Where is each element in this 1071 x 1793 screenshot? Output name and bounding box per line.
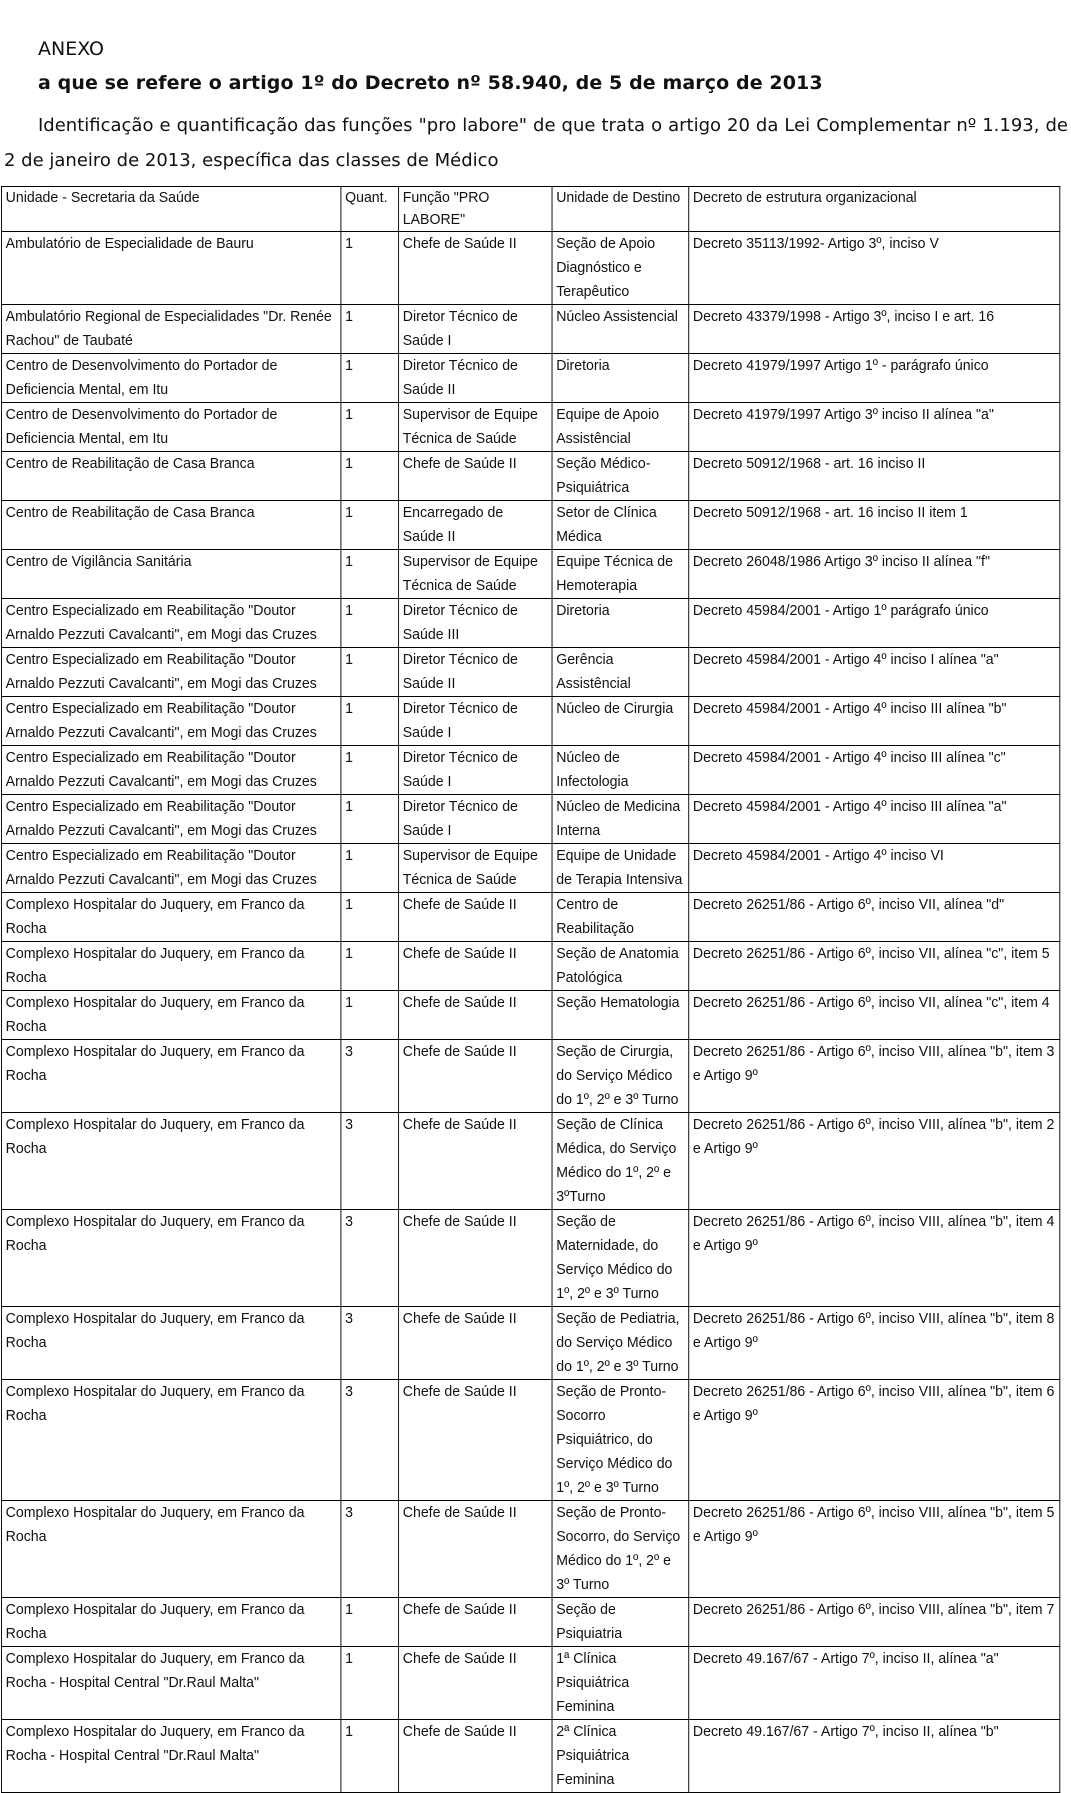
decree-cell: Decreto 45984/2001 - Artigo 4º inciso III alínea "b" (689, 697, 1060, 746)
quantity-cell: 1 (341, 452, 399, 501)
column-header-decree: Decreto de estrutura organizacional (689, 187, 1060, 232)
destination-cell: Seção de Pronto-Socorro, do Serviço Médico do 1º, 2º e 3º Turno (552, 1501, 689, 1598)
quantity-cell: 1 (341, 232, 399, 305)
quantity-cell: 3 (341, 1040, 399, 1113)
quantity-cell: 1 (341, 991, 399, 1040)
table-row (1, 550, 1059, 599)
unit-cell: Complexo Hospitalar do Juquery, em Franco da Rocha (1, 1113, 340, 1210)
decree-cell: Decreto 26251/86 - Artigo 6º, inciso VIII, alínea "b", item 8 e Artigo 9º (689, 1307, 1060, 1380)
destination-cell: 1ª Clínica Psiquiátrica Feminina (552, 1647, 689, 1720)
destination-cell: Núcleo de Infectologia (552, 746, 689, 795)
destination-cell: Seção Médico-Psiquiátrica (552, 452, 689, 501)
function-cell: Diretor Técnico de Saúde II (399, 648, 552, 697)
function-cell: Chefe de Saúde II (399, 1501, 552, 1598)
function-cell: Chefe de Saúde II (399, 1720, 552, 1793)
quantity-cell: 3 (341, 1113, 399, 1210)
table-row (1, 697, 1059, 746)
quantity-cell: 1 (341, 746, 399, 795)
function-cell: Diretor Técnico de Saúde I (399, 746, 552, 795)
destination-cell: Diretoria (552, 354, 689, 403)
decree-cell: Decreto 26251/86 - Artigo 6º, inciso VIII, alínea "b", item 5 e Artigo 9º (689, 1501, 1060, 1598)
unit-cell: Centro de Reabilitação de Casa Branca (1, 452, 340, 501)
quantity-cell: 1 (341, 1647, 399, 1720)
column-header-unit: Unidade - Secretaria da Saúde (1, 187, 340, 232)
table-row (1, 1307, 1059, 1380)
decree-cell: Decreto 45984/2001 - Artigo 4º inciso VI (689, 844, 1060, 893)
function-cell: Encarregado de Saúde II (399, 501, 552, 550)
table-row (1, 452, 1059, 501)
table-row (1, 1598, 1059, 1647)
unit-cell: Centro Especializado em Reabilitação "Doutor Arnaldo Pezzuti Cavalcanti", em Mogi das Cruzes (1, 795, 340, 844)
table-row (1, 893, 1059, 942)
destination-cell: Seção de Maternidade, do Serviço Médico do 1º, 2º e 3º Turno (552, 1210, 689, 1307)
quantity-cell: 1 (341, 1598, 399, 1647)
unit-cell: Centro Especializado em Reabilitação "Doutor Arnaldo Pezzuti Cavalcanti", em Mogi das Cruzes (1, 599, 340, 648)
table-row (1, 354, 1059, 403)
quantity-cell: 1 (341, 697, 399, 746)
unit-cell: Centro de Desenvolvimento do Portador de Deficiencia Mental, em Itu (1, 354, 340, 403)
decree-cell: Decreto 43379/1998 - Artigo 3º, inciso I e art. 16 (689, 305, 1060, 354)
decree-cell: Decreto 41979/1997 Artigo 1º - parágrafo único (689, 354, 1060, 403)
function-cell: Chefe de Saúde II (399, 452, 552, 501)
function-cell: Chefe de Saúde II (399, 991, 552, 1040)
table-row (1, 599, 1059, 648)
table-row (1, 795, 1059, 844)
quantity-cell: 1 (341, 354, 399, 403)
unit-cell: Complexo Hospitalar do Juquery, em Franco da Rocha (1, 1380, 340, 1501)
decree-cell: Decreto 26251/86 - Artigo 6º, inciso VII, alínea "d" (689, 893, 1060, 942)
functions-table (1, 186, 1060, 1793)
quantity-cell: 1 (341, 844, 399, 893)
destination-cell: Seção de Apoio Diagnóstico e Terapêutico (552, 232, 689, 305)
quantity-cell: 3 (341, 1380, 399, 1501)
table-row (1, 991, 1059, 1040)
decree-cell: Decreto 49.167/67 - Artigo 7º, inciso II, alínea "a" (689, 1647, 1060, 1720)
decree-cell: Decreto 50912/1968 - art. 16 inciso II (689, 452, 1060, 501)
function-cell: Diretor Técnico de Saúde III (399, 599, 552, 648)
unit-cell: Complexo Hospitalar do Juquery, em Franco da Rocha (1, 1598, 340, 1647)
decree-cell: Decreto 45984/2001 - Artigo 4º inciso I alínea "a" (689, 648, 1060, 697)
function-cell: Diretor Técnico de Saúde I (399, 697, 552, 746)
quantity-cell: 1 (341, 599, 399, 648)
destination-cell: Núcleo Assistencial (552, 305, 689, 354)
destination-cell: Seção de Cirurgia, do Serviço Médico do 1º, 2º e 3º Turno (552, 1040, 689, 1113)
destination-cell: Diretoria (552, 599, 689, 648)
quantity-cell: 1 (341, 403, 399, 452)
unit-cell: Centro de Desenvolvimento do Portador de Deficiencia Mental, em Itu (1, 403, 340, 452)
table-row (1, 648, 1059, 697)
destination-cell: Seção de Pronto-Socorro Psiquiátrico, do Serviço Médico do 1º, 2º e 3º Turno (552, 1380, 689, 1501)
function-cell: Supervisor de Equipe Técnica de Saúde (399, 403, 552, 452)
unit-cell: Complexo Hospitalar do Juquery, em Franco da Rocha (1, 893, 340, 942)
table-row (1, 1210, 1059, 1307)
function-cell: Chefe de Saúde II (399, 1598, 552, 1647)
quantity-cell: 3 (341, 1307, 399, 1380)
destination-cell: Setor de Clínica Médica (552, 501, 689, 550)
unit-cell: Complexo Hospitalar do Juquery, em Franco da Rocha (1, 1040, 340, 1113)
destination-cell: Núcleo de Cirurgia (552, 697, 689, 746)
decree-cell: Decreto 26251/86 - Artigo 6º, inciso VII, alínea "c", item 4 (689, 991, 1060, 1040)
quantity-cell: 1 (341, 795, 399, 844)
destination-cell: 2ª Clínica Psiquiátrica Feminina (552, 1720, 689, 1793)
table-header-row (1, 187, 1059, 232)
unit-cell: Complexo Hospitalar do Juquery, em Franco da Rocha (1, 1501, 340, 1598)
destination-cell: Seção de Clínica Médica, do Serviço Médico do 1º, 2º e 3ºTurno (552, 1113, 689, 1210)
decree-cell: Decreto 50912/1968 - art. 16 inciso II item 1 (689, 501, 1060, 550)
unit-cell: Complexo Hospitalar do Juquery, em Franco da Rocha (1, 942, 340, 991)
table-row (1, 1720, 1059, 1793)
function-cell: Diretor Técnico de Saúde II (399, 354, 552, 403)
function-cell: Chefe de Saúde II (399, 942, 552, 991)
quantity-cell: 1 (341, 942, 399, 991)
quantity-cell: 1 (341, 550, 399, 599)
function-cell: Chefe de Saúde II (399, 1307, 552, 1380)
destination-cell: Seção Hematologia (552, 991, 689, 1040)
table-row (1, 1647, 1059, 1720)
annex-intro-paragraph: Identificação e quantificação das funções "pro labore" de que trata o artigo 20 da Lei Complementar nº 1.193, de 2 de janeiro de 2013, específica das classes de Médico (4, 115, 1068, 171)
unit-cell: Complexo Hospitalar do Juquery, em Franco da Rocha (1, 1210, 340, 1307)
decree-cell: Decreto 49.167/67 - Artigo 7º, inciso II, alínea "b" (689, 1720, 1060, 1793)
quantity-cell: 3 (341, 1501, 399, 1598)
column-header-destination: Unidade de Destino (552, 187, 689, 232)
unit-cell: Ambulatório Regional de Especialidades "Dr. Renée Rachou" de Taubaté (1, 305, 340, 354)
destination-cell: Seção de Psiquiatria (552, 1598, 689, 1647)
table-row (1, 305, 1059, 354)
table-row (1, 232, 1059, 305)
function-cell: Chefe de Saúde II (399, 1647, 552, 1720)
unit-cell: Ambulatório de Especialidade de Bauru (1, 232, 340, 305)
decree-cell: Decreto 26251/86 - Artigo 6º, inciso VIII, alínea "b", item 4 e Artigo 9º (689, 1210, 1060, 1307)
destination-cell: Seção de Anatomia Patológica (552, 942, 689, 991)
destination-cell: Equipe Técnica de Hemoterapia (552, 550, 689, 599)
function-cell: Chefe de Saúde II (399, 1113, 552, 1210)
function-cell: Supervisor de Equipe Técnica de Saúde (399, 550, 552, 599)
function-cell: Chefe de Saúde II (399, 1040, 552, 1113)
quantity-cell: 1 (341, 893, 399, 942)
decree-cell: Decreto 45984/2001 - Artigo 1º parágrafo único (689, 599, 1060, 648)
annex-subtitle: a que se refere o artigo 1º do Decreto nº 58.940, de 5 de março de 2013 (38, 72, 823, 94)
quantity-cell: 1 (341, 501, 399, 550)
function-cell: Supervisor de Equipe Técnica de Saúde (399, 844, 552, 893)
table-row (1, 844, 1059, 893)
table-row (1, 942, 1059, 991)
unit-cell: Complexo Hospitalar do Juquery, em Franco da Rocha - Hospital Central "Dr.Raul Malta" (1, 1720, 340, 1793)
table-body (1, 232, 1059, 1793)
function-cell: Diretor Técnico de Saúde I (399, 305, 552, 354)
annex-heading: ANEXO (38, 38, 104, 60)
function-cell: Chefe de Saúde II (399, 1210, 552, 1307)
decree-cell: Decreto 41979/1997 Artigo 3º inciso II alínea "a" (689, 403, 1060, 452)
decree-cell: Decreto 26251/86 - Artigo 6º, inciso VIII, alínea "b", item 3 e Artigo 9º (689, 1040, 1060, 1113)
table-row (1, 501, 1059, 550)
table-row (1, 403, 1059, 452)
decree-cell: Decreto 26251/86 - Artigo 6º, inciso VIII, alínea "b", item 2 e Artigo 9º (689, 1113, 1060, 1210)
decree-cell: Decreto 26251/86 - Artigo 6º, inciso VIII, alínea "b", item 6 e Artigo 9º (689, 1380, 1060, 1501)
quantity-cell: 3 (341, 1210, 399, 1307)
destination-cell: Seção de Pediatria, do Serviço Médico do 1º, 2º e 3º Turno (552, 1307, 689, 1380)
destination-cell: Equipe de Apoio Assistêncial (552, 403, 689, 452)
function-cell: Chefe de Saúde II (399, 1380, 552, 1501)
unit-cell: Centro de Reabilitação de Casa Branca (1, 501, 340, 550)
table-row (1, 746, 1059, 795)
unit-cell: Complexo Hospitalar do Juquery, em Franco da Rocha - Hospital Central "Dr.Raul Malta" (1, 1647, 340, 1720)
unit-cell: Centro Especializado em Reabilitação "Doutor Arnaldo Pezzuti Cavalcanti", em Mogi das Cruzes (1, 746, 340, 795)
decree-cell: Decreto 45984/2001 - Artigo 4º inciso III alínea "c" (689, 746, 1060, 795)
unit-cell: Centro Especializado em Reabilitação "Doutor Arnaldo Pezzuti Cavalcanti", em Mogi das Cruzes (1, 648, 340, 697)
table-row (1, 1040, 1059, 1113)
column-header-quantity: Quant. (341, 187, 399, 232)
function-cell: Chefe de Saúde II (399, 893, 552, 942)
destination-cell: Gerência Assistêncial (552, 648, 689, 697)
decree-cell: Decreto 26048/1986 Artigo 3º inciso II alínea "f" (689, 550, 1060, 599)
function-cell: Chefe de Saúde II (399, 232, 552, 305)
decree-cell: Decreto 26251/86 - Artigo 6º, inciso VII, alínea "c", item 5 (689, 942, 1060, 991)
destination-cell: Núcleo de Medicina Interna (552, 795, 689, 844)
function-cell: Diretor Técnico de Saúde I (399, 795, 552, 844)
quantity-cell: 1 (341, 305, 399, 354)
destination-cell: Centro de Reabilitação (552, 893, 689, 942)
destination-cell: Equipe de Unidade de Terapia Intensiva (552, 844, 689, 893)
table-row (1, 1501, 1059, 1598)
unit-cell: Centro Especializado em Reabilitação "Doutor Arnaldo Pezzuti Cavalcanti", em Mogi das Cruzes (1, 697, 340, 746)
unit-cell: Centro Especializado em Reabilitação "Doutor Arnaldo Pezzuti Cavalcanti", em Mogi das Cruzes (1, 844, 340, 893)
table-row (1, 1113, 1059, 1210)
table-row (1, 1380, 1059, 1501)
quantity-cell: 1 (341, 1720, 399, 1793)
column-header-function: Função "PRO LABORE" (399, 187, 552, 232)
decree-cell: Decreto 26251/86 - Artigo 6º, inciso VIII, alínea "b", item 7 (689, 1598, 1060, 1647)
unit-cell: Centro de Vigilância Sanitária (1, 550, 340, 599)
decree-cell: Decreto 35113/1992- Artigo 3º, inciso V (689, 232, 1060, 305)
unit-cell: Complexo Hospitalar do Juquery, em Franco da Rocha (1, 1307, 340, 1380)
decree-cell: Decreto 45984/2001 - Artigo 4º inciso III alínea "a" (689, 795, 1060, 844)
unit-cell: Complexo Hospitalar do Juquery, em Franco da Rocha (1, 991, 340, 1040)
quantity-cell: 1 (341, 648, 399, 697)
